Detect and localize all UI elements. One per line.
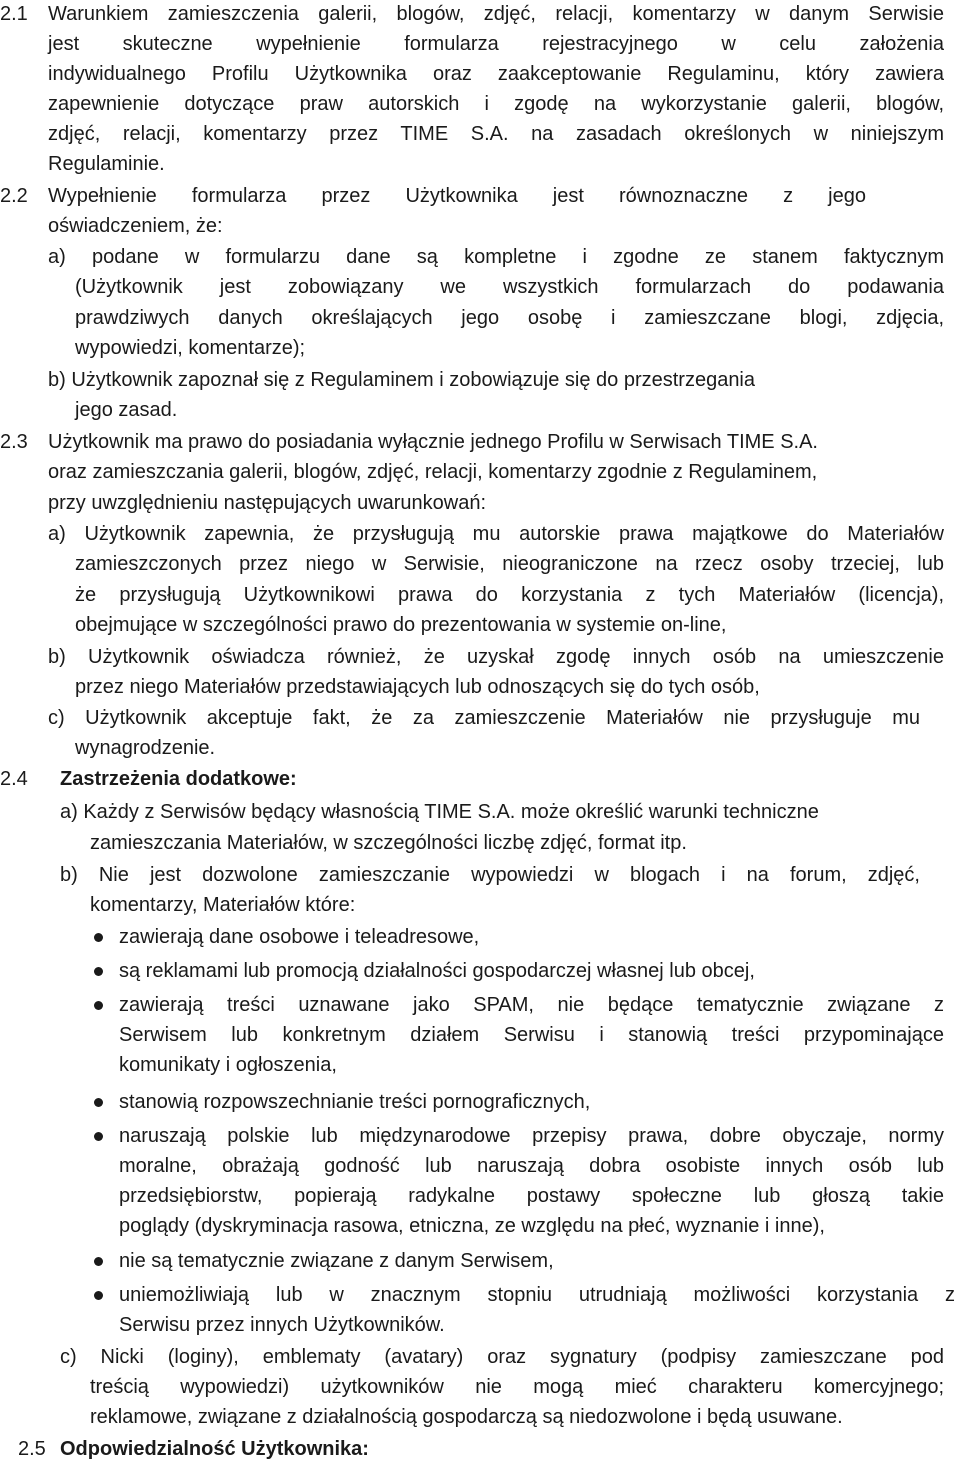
bullet-text: naruszają polskie lub międzynarodowe przepisy prawa, dobre obyczaje, normy	[119, 1125, 944, 1147]
list-item-a: a) Każdy z Serwisów będący własnością TIME S.A. może określić warunki techniczne	[60, 801, 819, 823]
section-number: 2.2	[0, 185, 28, 207]
text-line: indywidualnego Profilu Użytkownika oraz zaakceptowanie Regulaminu, który zawiera	[48, 63, 944, 85]
bullet-icon	[94, 933, 103, 942]
text-line: komentarzy, Materiałów które:	[90, 894, 356, 916]
text-line: przy uwzględnieniu następujących uwarunkowań:	[48, 492, 487, 514]
text-line: moralne, obrażają godność lub naruszają dobra osobiste innych osób lub	[119, 1155, 944, 1177]
text-line: Serwisu przez innych Użytkowników.	[119, 1314, 445, 1336]
text-line: treścią wypowiedzi) użytkowników nie mogą mieć charakteru komercyjnego;	[90, 1376, 944, 1398]
text-line: że przysługują Użytkownikowi prawa do korzystania z tych Materiałów (licencja),	[75, 584, 944, 606]
bullet-text: stanowią rozpowszechnianie treści pornograficznych,	[119, 1091, 591, 1113]
text-line: jest skuteczne wypełnienie formularza rejestracyjnego w celu założenia	[48, 33, 944, 55]
text-line: wynagrodzenie.	[75, 737, 216, 759]
text-line: oraz zamieszczania galerii, blogów, zdjęć, relacji, komentarzy zgodnie z Regulaminem,	[48, 461, 818, 483]
text-line: Serwisem lub konkretnym działem Serwisu i stanowią treści przypominające	[119, 1024, 944, 1046]
bullet-text: zawierają dane osobowe i teleadresowe,	[119, 926, 480, 948]
text-line: zdjęć, relacji, komentarzy przez TIME S.A. na zasadach określonych w niniejszym	[48, 123, 944, 145]
section-number: 2.4	[0, 768, 28, 790]
bullet-text: są reklamami lub promocją działalności gospodarczej własnej lub obcej,	[119, 960, 755, 982]
text-line: przedsiębiorstw, popierają radykalne postawy społeczne lub głoszą takie	[119, 1185, 944, 1207]
bullet-icon	[94, 967, 103, 976]
list-item-b: b) Nie jest dozwolone zamieszczanie wypowiedzi w blogach i na forum, zdjęć,	[60, 864, 920, 886]
text-line: zapewnienie dotyczące praw autorskich i zgodę na wykorzystanie galerii, blogów,	[48, 93, 944, 115]
text-line: Warunkiem zamieszczenia galerii, blogów, zdjęć, relacji, komentarzy w danym Serwisie	[48, 3, 944, 25]
text-line: obejmujące w szczególności prawo do prezentowania w systemie on-line,	[75, 614, 727, 636]
text-line: zamieszczania Materiałów, w szczególności liczbę zdjęć, format itp.	[90, 832, 687, 854]
list-item-b: b) Użytkownik oświadcza również, że uzyskał zgodę innych osób na umieszczenie	[48, 646, 944, 668]
text-line: przez niego Materiałów przedstawiających lub odnoszących się do tych osób,	[75, 676, 760, 698]
list-item-a: a) podane w formularzu dane są kompletne i zgodne ze stanem faktycznym	[48, 246, 944, 268]
list-item-a: a) Użytkownik zapewnia, że przysługują mu autorskie prawa majątkowe do Materiałów	[48, 523, 944, 545]
text-line: jego zasad.	[75, 399, 178, 421]
section-number: 2.1	[0, 3, 28, 25]
list-item-c: c) Użytkownik akceptuje fakt, że za zamieszczenie Materiałów nie przysługuje mu	[48, 707, 920, 729]
bullet-icon	[94, 1257, 103, 1266]
text-line: Wypełnienie formularza przez Użytkownika jest równoznaczne z jego	[48, 185, 866, 207]
section-heading: Odpowiedzialność Użytkownika:	[60, 1438, 369, 1460]
bullet-icon	[94, 1291, 103, 1300]
text-line: zamieszczonych przez niego w Serwisie, nieograniczone na rzecz osoby trzeciej, lub	[75, 553, 944, 575]
section-number: 2.5	[18, 1438, 46, 1460]
text-line: poglądy (dyskryminacja rasowa, etniczna, ze względu na płeć, wyznanie i inne),	[119, 1215, 825, 1237]
bullet-icon	[94, 1098, 103, 1107]
bullet-text: zawierają treści uznawane jako SPAM, nie będące tematycznie związane z	[119, 994, 944, 1016]
bullet-text: nie są tematycznie związane z danym Serwisem,	[119, 1250, 554, 1272]
list-item-b: b) Użytkownik zapoznał się z Regulaminem i zobowiązuje się do przestrzegania	[48, 369, 756, 391]
bullet-icon	[94, 1132, 103, 1141]
text-line: reklamowe, związane z działalnością gospodarczą są niedozwolone i będą usuwane.	[90, 1406, 843, 1428]
text-line: oświadczeniem, że:	[48, 215, 223, 237]
text-line: Użytkownik ma prawo do posiadania wyłącznie jednego Profilu w Serwisach TIME S.A.	[48, 431, 818, 453]
text-line: wypowiedzi, komentarze);	[75, 337, 306, 359]
bullet-icon	[94, 1001, 103, 1010]
bullet-text: uniemożliwiają lub w znacznym stopniu utrudniają możliwości korzystania z	[119, 1284, 955, 1306]
text-line: (Użytkownik jest zobowiązany we wszystkich formularzach do podawania	[75, 276, 944, 298]
list-item-c: c) Nicki (loginy), emblematy (avatary) oraz sygnatury (podpisy zamieszczane pod	[60, 1346, 944, 1368]
section-heading: Zastrzeżenia dodatkowe:	[60, 768, 297, 790]
text-line: komunikaty i ogłoszenia,	[119, 1054, 337, 1076]
section-number: 2.3	[0, 431, 28, 453]
text-line: prawdziwych danych określających jego osobę i zamieszczane blogi, zdjęcia,	[75, 307, 944, 329]
text-line: Regulaminie.	[48, 153, 165, 175]
